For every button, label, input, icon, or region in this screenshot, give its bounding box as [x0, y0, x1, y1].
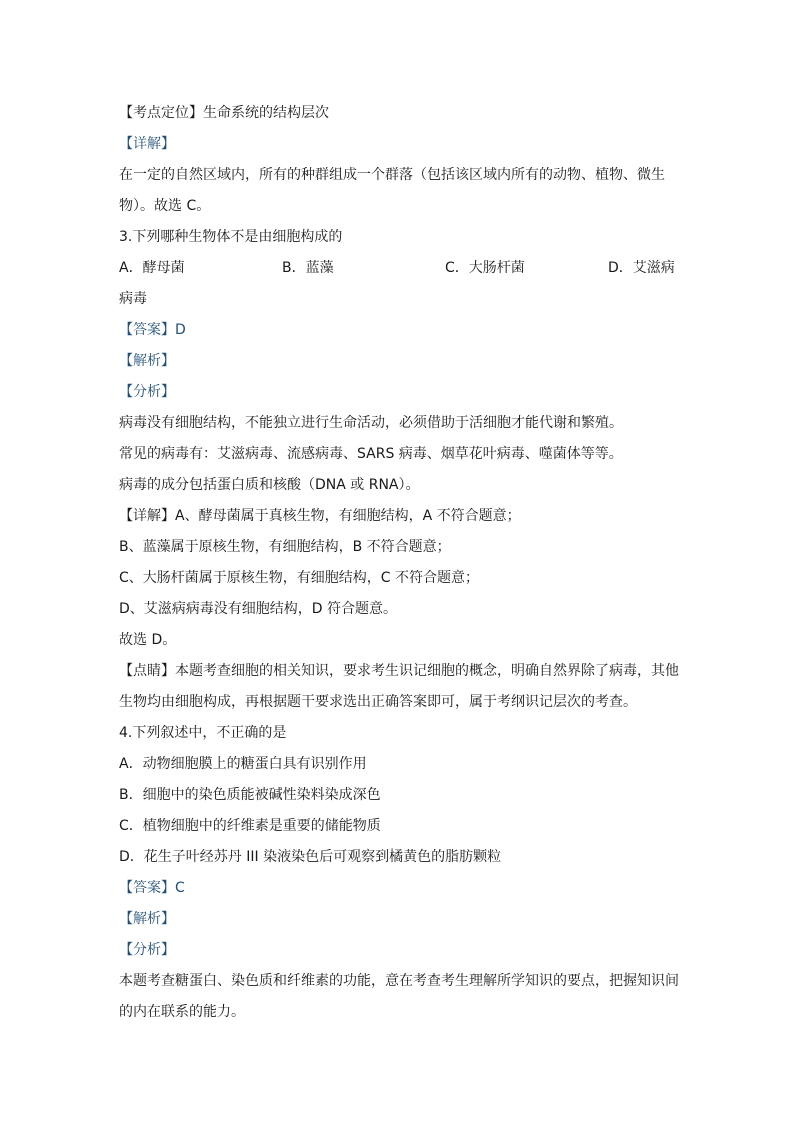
option-a: A．酵母菌	[119, 260, 185, 276]
comment-text-1: 【点睛】本题考查细胞的相关知识，要求考生识记细胞的概念，明确自然界除了病毒，其他	[119, 663, 679, 679]
explanation-text-2: 物）。故选 C。	[119, 198, 211, 214]
analysis-text-1: 病毒没有细胞结构，不能独立进行生命活动，必须借助于活细胞才能代谢和繁殖。	[119, 415, 623, 431]
question-4-stem: 4.下列叙述中，不正确的是	[119, 725, 287, 741]
question-4-option-a: A．动物细胞膜上的糖蛋白具有识别作用	[119, 756, 367, 772]
detail-c: C、大肠杆菌属于原核生物，有细胞结构，C 不符合题意；	[119, 570, 479, 586]
explanation-heading: 【详解】	[119, 136, 175, 152]
detail-a: 【详解】A、酵母菌属于真核生物，有细胞结构，A 不符合题意；	[119, 508, 521, 524]
analysis-heading-2: 【解析】	[119, 911, 175, 927]
question-3-stem: 3.下列哪种生物体不是由细胞构成的	[119, 229, 343, 245]
comment-text-2: 生物均由细胞构成，再根据题干要求选出正确答案即可，属于考纲识记层次的考查。	[119, 694, 637, 710]
option-d: D．艾滋病	[608, 260, 675, 276]
question-4-option-c: C．植物细胞中的纤维素是重要的储能物质	[119, 818, 381, 834]
detail-d: D、艾滋病病毒没有细胞结构，D 符合题意。	[119, 601, 398, 617]
answer-line-2: 【答案】C	[119, 880, 185, 896]
knowledge-point-line: 【考点定位】生命系统的结构层次	[119, 105, 329, 121]
analysis-heading: 【解析】	[119, 353, 175, 369]
analysis-subheading: 【分析】	[119, 384, 175, 400]
explanation-text-1: 在一定的自然区域内，所有的种群组成一个群落（包括该区域内所有的动物、植物、微生	[119, 167, 665, 183]
analysis-subheading-2: 【分析】	[119, 942, 175, 958]
detail-b: B、蓝藻属于原核生物，有细胞结构，B 不符合题意；	[119, 539, 451, 555]
option-b: B．蓝藻	[282, 260, 334, 276]
analysis-text-5: 的内在联系的能力。	[119, 1004, 245, 1020]
answer-line: 【答案】D	[119, 322, 186, 338]
analysis-text-4: 本题考查糖蛋白、染色质和纤维素的功能，意在考查考生理解所学知识的要点，把握知识间	[119, 973, 679, 989]
question-4-option-b: B．细胞中的染色质能被碱性染料染成深色	[119, 787, 381, 803]
question-3-options	[119, 253, 679, 284]
option-d-continued: 病毒	[119, 291, 147, 307]
analysis-text-3: 病毒的成分包括蛋白质和核酸（DNA 或 RNA）。	[119, 477, 420, 493]
document-body	[119, 98, 679, 1028]
option-c: C．大肠杆菌	[445, 260, 525, 276]
question-4-option-d: D．花生子叶经苏丹 III 染液染色后可观察到橘黄色的脂肪颗粒	[119, 849, 502, 865]
analysis-text-2: 常见的病毒有：艾滋病毒、流感病毒、SARS 病毒、烟草花叶病毒、噬菌体等等。	[119, 446, 623, 462]
choice-conclusion: 故选 D。	[119, 632, 177, 648]
